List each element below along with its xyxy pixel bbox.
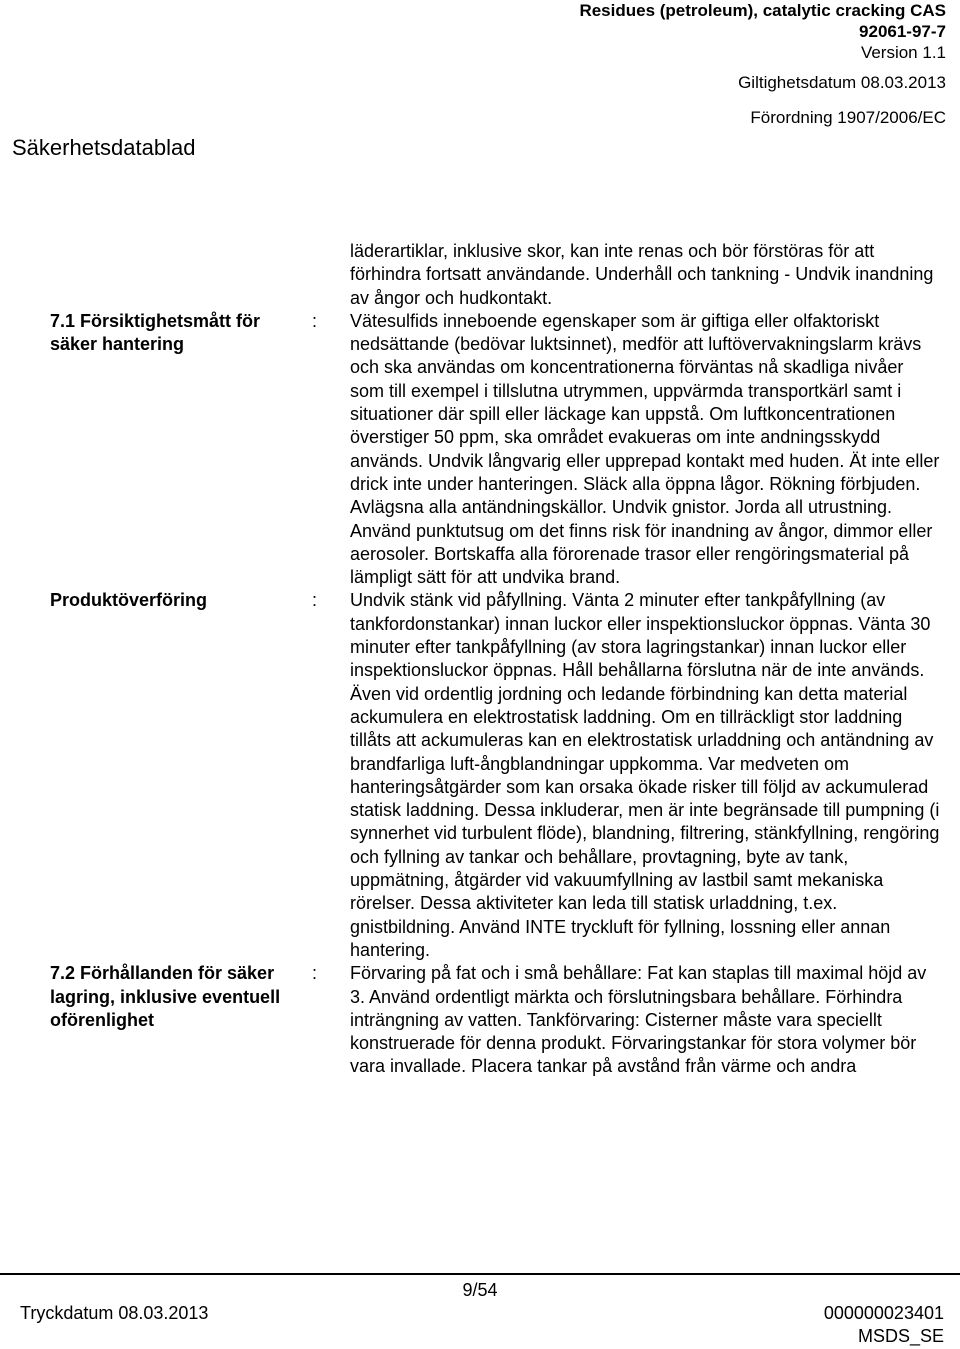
document-title: Säkerhetsdatablad bbox=[12, 135, 196, 160]
print-date: Tryckdatum 08.03.2013 bbox=[20, 1303, 209, 1323]
product-transfer bbox=[50, 589, 940, 962]
section-7-1 bbox=[50, 310, 940, 590]
document-type: MSDS_SE bbox=[857, 1326, 944, 1346]
product-name: Residues (petroleum), catalytic cracking CAS bbox=[579, 1, 946, 20]
product-transfer-text: Undvik stänk vid påfyllning. Vänta 2 minuter efter tankpåfyllning (av tankfordonstankar) innan luckor eller inspektionsluckor öppnas. Vänta 30 minuter efter tankpåfyllning (av stora lagringstankar) innan luckor eller inspektionsluckor öppnas. Håll behållarna förslutna när de inte används. Även vid ordentlig jordning och ledande förbindning kan detta material ackumulera en elektrostatisk laddning. Om en tillräckligt stor laddning tillåts att ackumuleras kan en elektrostatisk urladdning och antändning av brandfarliga luft-ångblandningar uppkomma. Var medveten om hanteringsåtgärder som kan orsaka ökade risker till följd av ackumulerad statisk laddning. Dessa inkluderar, men är inte begränsade till pumpning (i synnerhet vid turbulent flöde), blandning, filtrering, stänkfyllning, rengöring och fyllning av tankar och behållare, provtagning, byte av tank, uppmätning, åtgärder vid vakuumfyllning av lastbil samt mekaniska rörelser. Dessa aktiviteter kan leda till statisk urladdning, t.ex. gnistbildning. Använd INTE tryckluft för fyllning, lossning eller annan hantering. bbox=[350, 590, 940, 960]
product-transfer-heading: Produktöverföring bbox=[50, 590, 208, 611]
validity-date: Giltighetsdatum 08.03.2013 bbox=[738, 73, 946, 92]
document-body bbox=[50, 240, 940, 1079]
version: Version 1.1 bbox=[860, 43, 946, 62]
continuation-text-body: läderartiklar, inklusive skor, kan inte renas och bör förstöras för att förhindra fortsatt användande. Underhåll och tankning - Undvik inandning av ångor och hudkontakt. bbox=[350, 241, 934, 308]
section-7-1-text: Vätesulfids inneboende egenskaper som är giftiga eller olfaktoriskt nedsättande (bedövar luktsinnet), medför att luftövervakningslarm krävs och ska användas om koncentrationerna förväntas nå skadliga nivåer som till exempel i tillslutna utrymmen, uppvärmda transportkärl samt i situationer där spill eller läckage kan uppstå. Om luftkoncentrationen överstiger 50 ppm, ska området evakueras om inte andningsskydd används. Undvik långvarig eller upprepad kontakt med huden. Ät inte eller drick inte under hanteringen. Släck alla öppna lågor. Rökning förbjuden. Avlägsna alla antändningskällor. Undvik gnistor. Jorda all utrustning. Använd punktutsug om det finns risk för inandning av ångor, dimmor eller aerosoler. Bortskaffa alla förorenade trasor eller rengöringsmaterial på lämpligt sätt för att undvika brand. bbox=[350, 310, 940, 588]
section-7-1-heading: 7.1 Försiktighetsmått för säker hantering bbox=[50, 310, 261, 355]
continuation-text bbox=[50, 240, 940, 310]
section-7-2-text: Förvaring på fat och i små behållare: Fat kan staplas till maximal höjd av 3. Använd ordentligt märkta och förslutningsbara behållare. Förhindra inträngning av vatten. Tankförvaring: Cisterner måste vara speciellt konstruerade för denna produkt. Förvaringstankar för stora volymer bör vara invallade. Placera tankar på avstånd från värme och andra bbox=[350, 963, 927, 1077]
document-number: 000000023401 bbox=[823, 1303, 944, 1323]
separator-colon: : bbox=[312, 963, 318, 984]
section-7-2 bbox=[50, 962, 940, 1078]
section-7-2-heading: 7.2 Förhållanden för säker lagring, inklusive eventuell oförenlighet bbox=[50, 963, 281, 1030]
separator-colon: : bbox=[312, 310, 318, 331]
regulation: Förordning 1907/2006/EC bbox=[750, 108, 946, 127]
separator-colon: : bbox=[312, 590, 318, 611]
page-number: 9/54 bbox=[462, 1280, 498, 1300]
cas-number: 92061-97-7 bbox=[859, 22, 946, 41]
footer-divider bbox=[0, 1273, 960, 1275]
footer-right bbox=[824, 1302, 944, 1348]
